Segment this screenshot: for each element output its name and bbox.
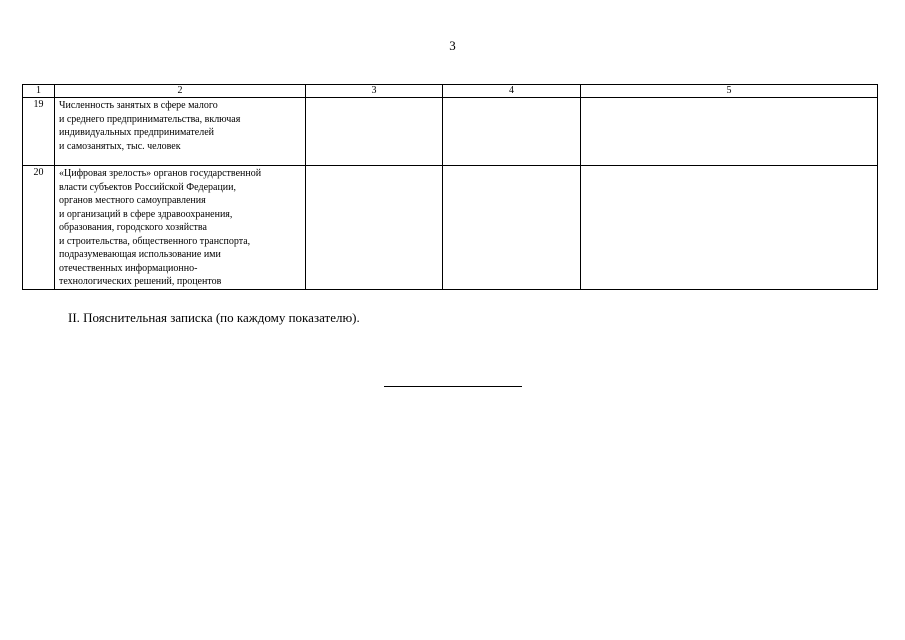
indicator-name-line: органов местного самоуправления [59, 195, 206, 206]
indicator-name [55, 98, 306, 166]
indicator-name-line: отечественных информационно- [59, 262, 198, 274]
explanatory-note-heading: II. Пояснительная записка (по каждому показателю). [68, 310, 360, 325]
header-cell-5: 5 [581, 85, 878, 98]
cell-col-5 [581, 98, 878, 166]
header-cell-1: 1 [23, 85, 55, 98]
indicator-name [55, 166, 306, 290]
table-row [23, 98, 878, 166]
cell-col-4 [443, 98, 581, 166]
indicator-name-line: и среднего предпринимательства, включая [59, 113, 241, 125]
cell-col-3 [306, 98, 443, 166]
header-cell-4: 4 [443, 85, 581, 98]
cell-col-3 [306, 166, 443, 290]
header-cell-2: 2 [55, 85, 306, 98]
row-number: 20 [23, 166, 55, 290]
row-number: 19 [23, 98, 55, 166]
table-row [23, 166, 878, 290]
indicator-name-line: власти субъектов Российской Федерации, [59, 181, 236, 193]
indicator-name-line: подразумевающая использование ими [59, 249, 221, 260]
cell-col-4 [443, 166, 581, 290]
header-cell-3: 3 [306, 85, 443, 98]
indicator-name-line: и организаций в сфере здравоохранения, [59, 208, 233, 220]
indicator-name-line: технологических решений, процентов [59, 276, 222, 287]
cell-col-5 [581, 166, 878, 290]
table-header-row [23, 85, 878, 98]
indicator-name-line: и самозанятых, тыс. человек [59, 140, 181, 152]
indicator-name-line: Численность занятых в сфере малого [59, 100, 218, 111]
indicator-name-line: «Цифровая зрелость» органов государственной [59, 168, 262, 179]
indicator-name-line: и строительства, общественного транспорта, [59, 235, 251, 247]
divider-line [384, 386, 522, 387]
indicators-table [22, 84, 878, 290]
indicator-name-line: образования, городского хозяйства [59, 222, 207, 233]
page-number: 3 [449, 38, 456, 53]
indicator-name-line: индивидуальных предпринимателей [59, 127, 214, 138]
